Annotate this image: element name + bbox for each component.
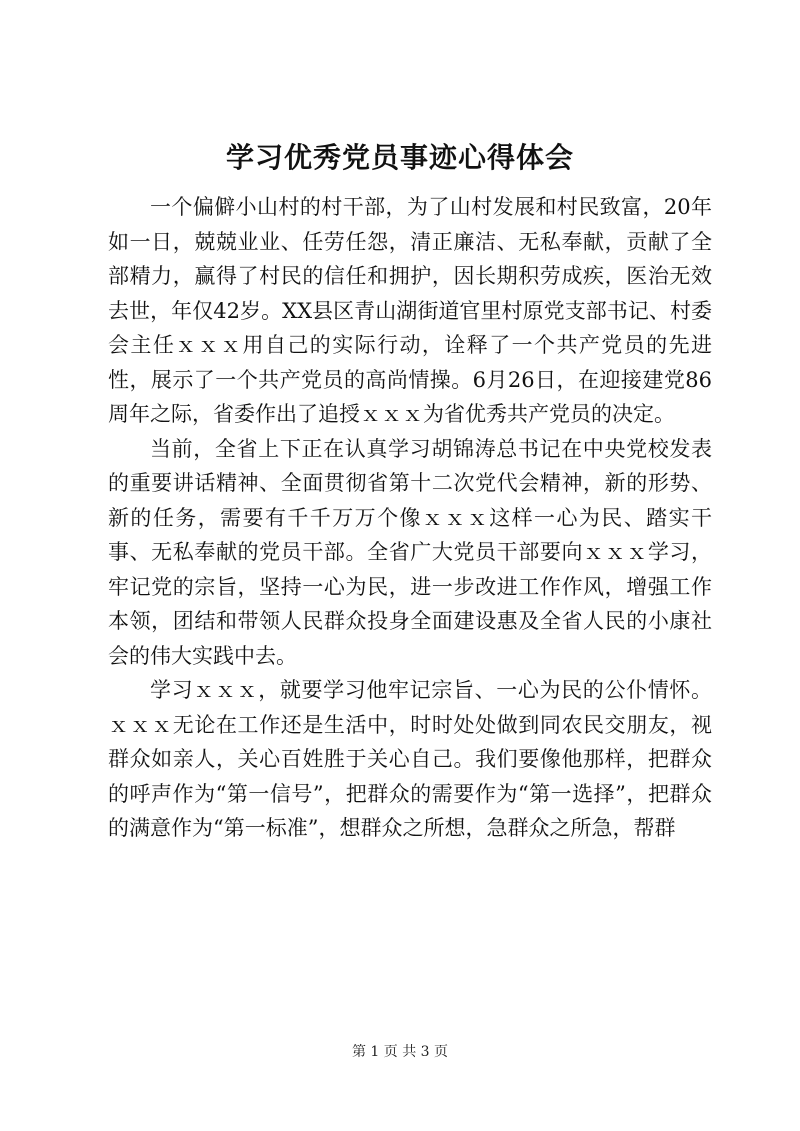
paragraph-2: 当前，全省上下正在认真学习胡锦涛总书记在中央党校发表的重要讲话精神、全面贯彻省第十二次党代会精神，新的形势、新的任务，需要有千千万万个像ｘｘｘ这样一心为民、踏实干事、无私奉献的党员干部。全省广大党员干部要向ｘｘｘ学习，牢记党的宗旨，坚持一心为民，进一步改进工作作风，增强工作本领，团结和带领人民群众投身全面建设惠及全省人民的小康社会的伟大实践中去。 — [108, 436, 712, 668]
document-title: 学习优秀党员事迹心得体会 — [225, 141, 574, 174]
page-footer: 第 1 页 共 3 页 — [351, 1044, 449, 1060]
document-body — [108, 190, 712, 846]
paragraph-1: 一个偏僻小山村的村干部，为了山村发展和村民致富，20年如一日，兢兢业业、任劳任怨，清正廉洁、无私奉献，贡献了全部精力，赢得了村民的信任和拥护，因长期积劳成疾，医治无效去世，年仅42岁。XX县区青山湖街道官里村原党支部书记、村委会主任ｘｘｘ用自己的实际行动，诠释了一个共产党员的先进性，展示了一个共产党员的高尚情操。6月26日，在迎接建党86周年之际，省委作出了追授ｘｘｘ为省优秀共产党员的决定。 — [108, 195, 712, 426]
paragraph-3: 学习ｘｘｘ，就要学习他牢记宗旨、一心为民的公仆情怀。ｘｘｘ无论在工作还是生活中，时时处处做到同农民交朋友，视群众如亲人，关心百姓胜于关心自己。我们要像他那样，把群众的呼声作为“第一信号”，把群众的需要作为“第一选择”，把群众的满意作为“第一标准”，想群众之所想，急群众之所急，帮群 — [108, 678, 712, 840]
